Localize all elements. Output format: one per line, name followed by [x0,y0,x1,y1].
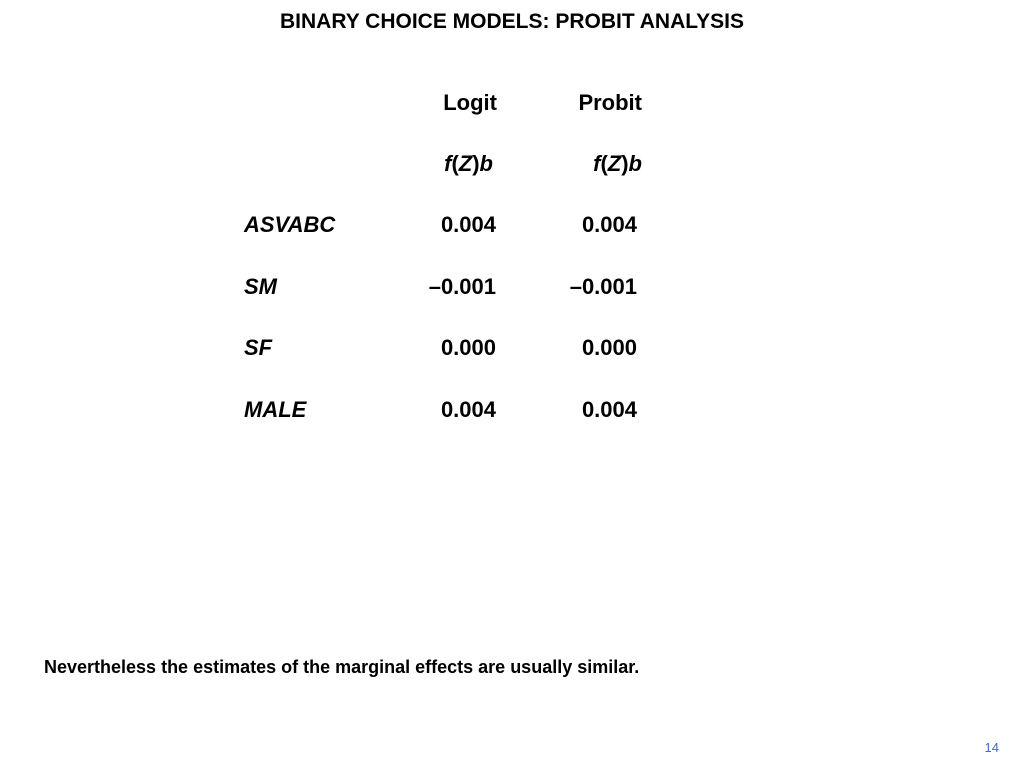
formula-f: f [444,151,452,176]
formula-logit [444,149,493,179]
logit-value-asvabc: 0.004 [440,212,496,237]
page-number: 14 [984,740,999,755]
formula-f: f [593,151,601,176]
probit-value-sf: 0.000 [581,335,637,360]
row-label-sm: SM [244,274,277,299]
logit-value-male: 0.004 [440,397,496,422]
row-label-asvabc: ASVABC [244,212,336,237]
column-header-probit: Probit [578,90,642,115]
formula-z: Z [607,151,622,176]
formula-probit [593,149,642,179]
footnote-text: Nevertheless the estimates of the marginal effects are usually similar. [44,657,640,677]
formula-open-paren: ( [600,151,608,176]
row-label-male: MALE [244,397,307,422]
row-label-sf: SF [244,335,273,360]
logit-value-sf: 0.000 [440,335,496,360]
probit-value-male: 0.004 [581,397,637,422]
column-header-logit: Logit [443,90,497,115]
slide-title: BINARY CHOICE MODELS: PROBIT ANALYSIS [280,10,744,33]
formula-close-paren: ) [472,151,480,176]
formula-b: b [479,151,493,176]
logit-value-sm: –0.001 [428,274,496,299]
formula-open-paren: ( [451,151,459,176]
probit-value-asvabc: 0.004 [581,212,637,237]
formula-close-paren: ) [621,151,629,176]
probit-value-sm: –0.001 [569,274,637,299]
formula-z: Z [458,151,473,176]
formula-b: b [628,151,642,176]
